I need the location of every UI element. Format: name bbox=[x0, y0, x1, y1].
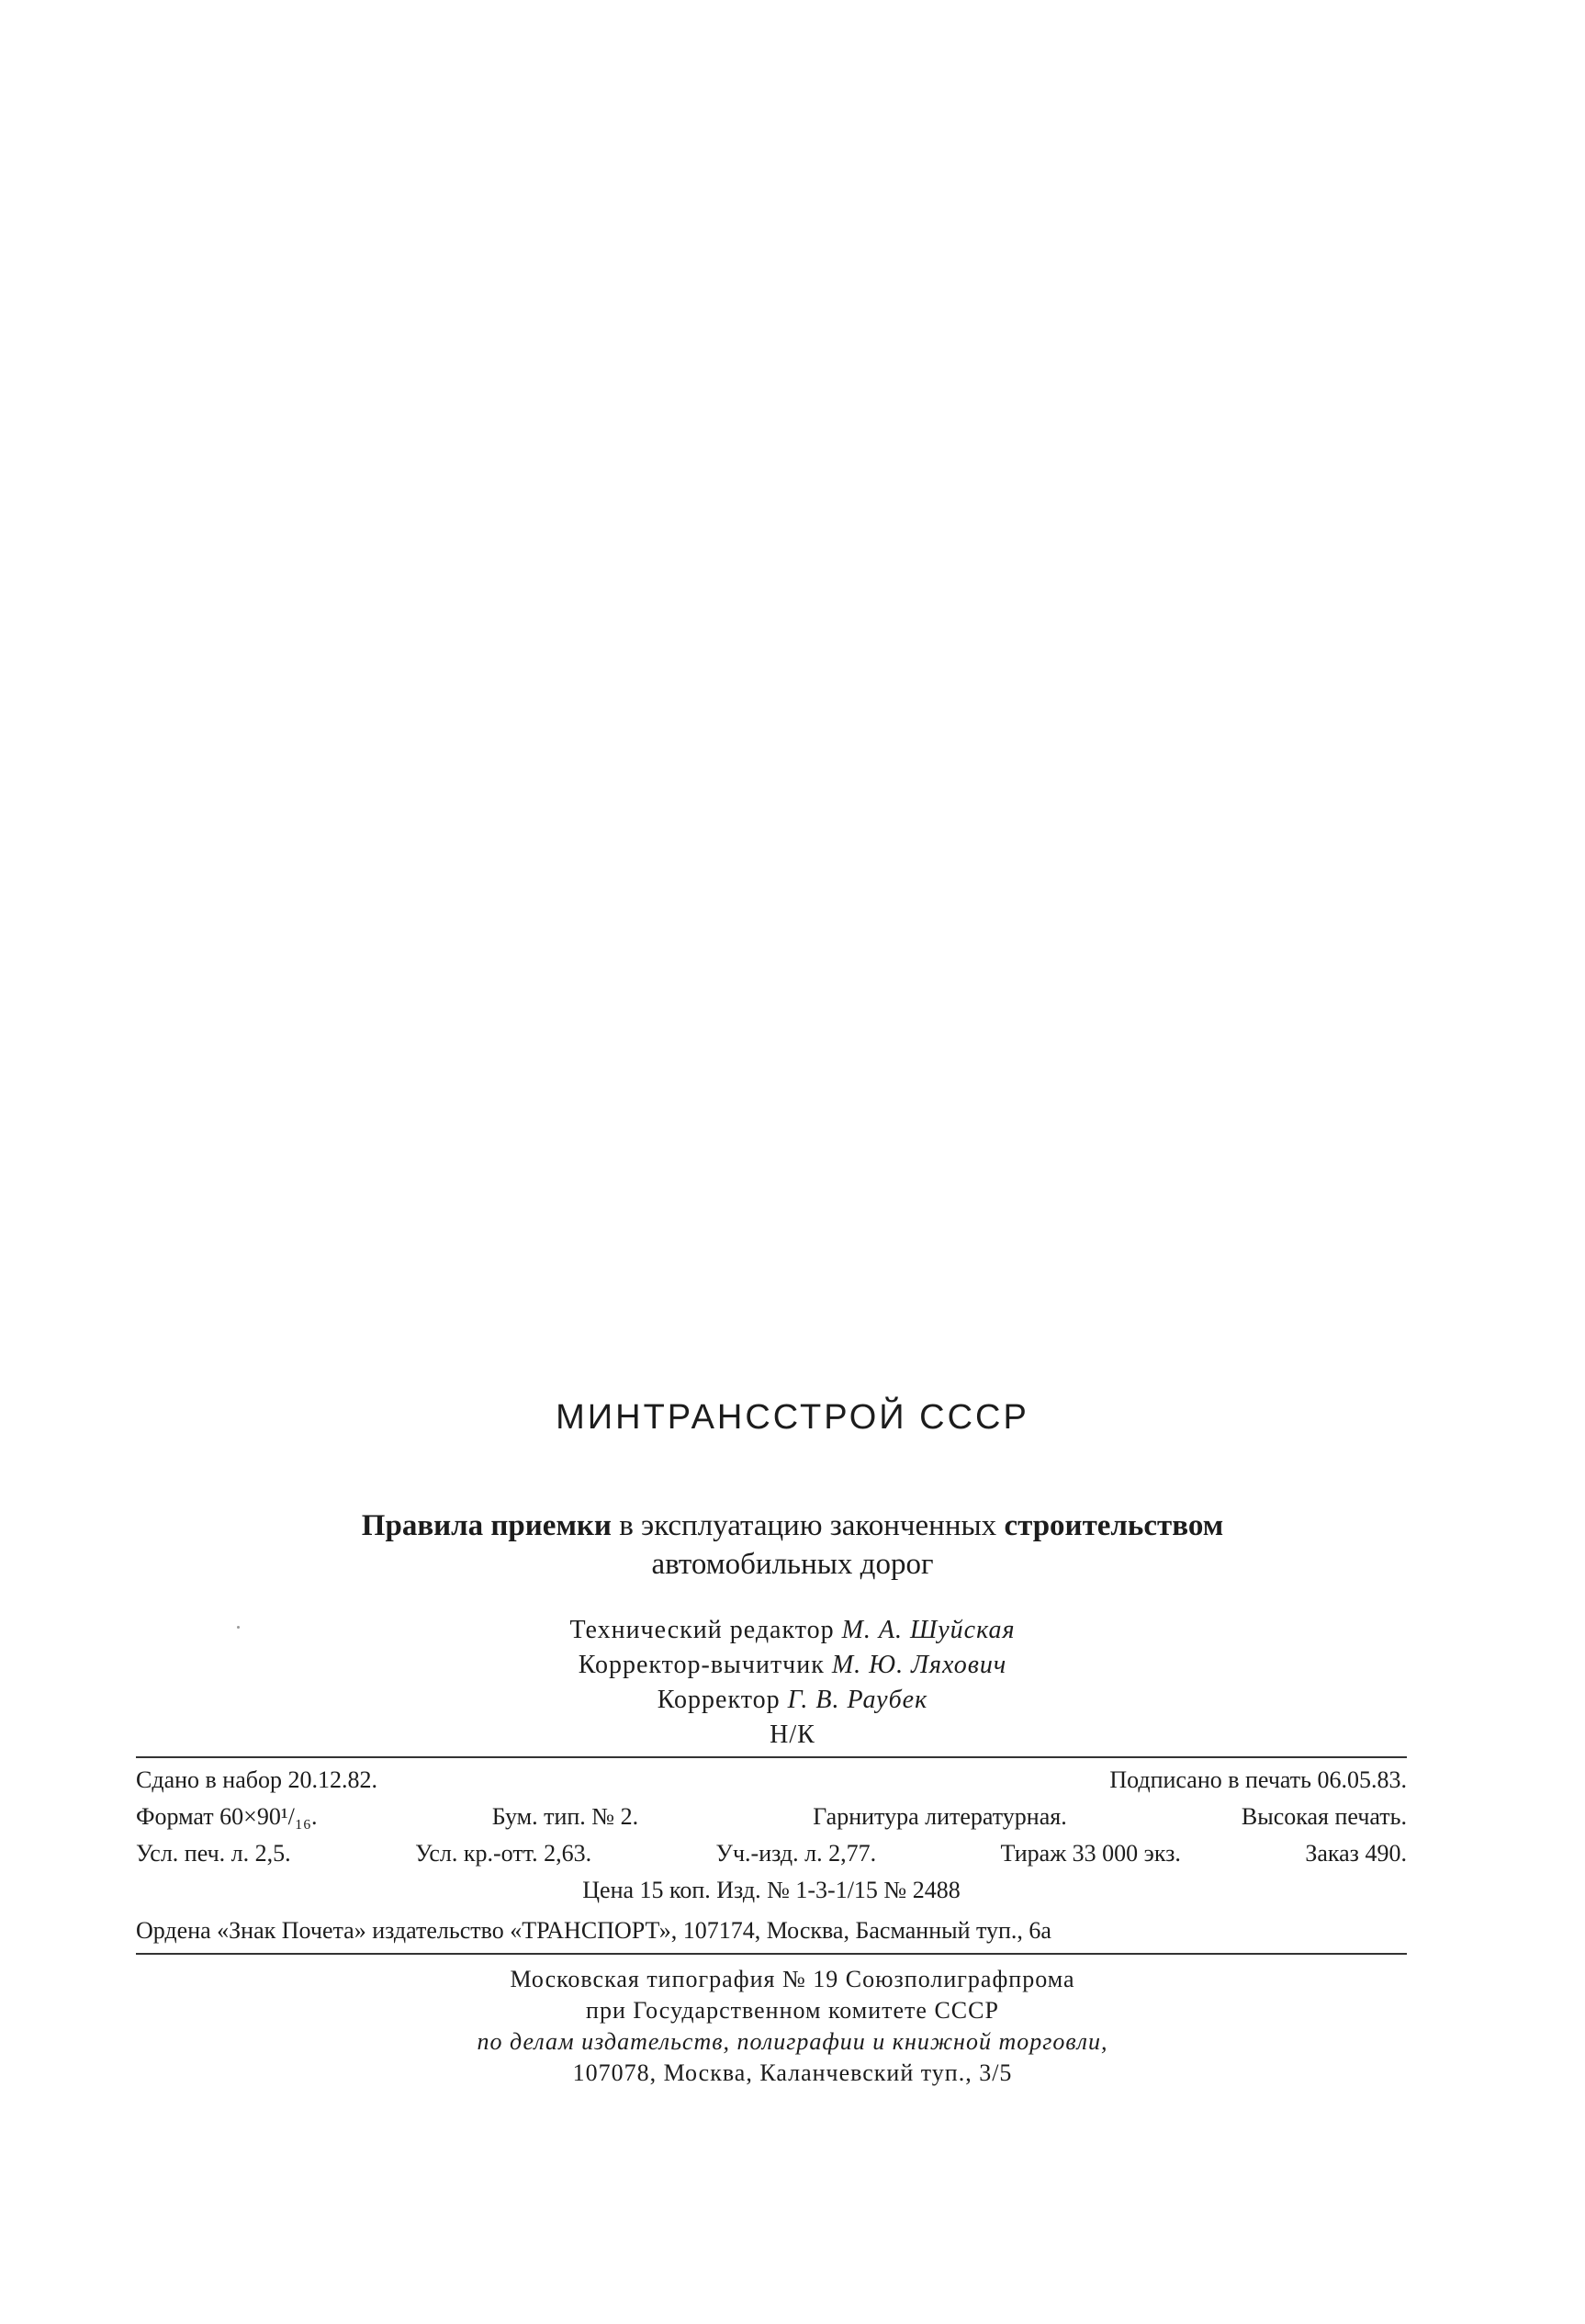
credit-role: Корректор bbox=[657, 1686, 781, 1714]
imprint-cell: Высокая печать. bbox=[1241, 1803, 1407, 1830]
imprint-cell: Тираж 33 000 экз. bbox=[1000, 1840, 1181, 1867]
imprint-price: Цена 15 коп. Изд. № 1-3-1/15 № 2488 bbox=[582, 1877, 961, 1903]
credit-name: М. А. Шуйская bbox=[841, 1616, 1016, 1644]
credit-code: Н/К bbox=[770, 1720, 815, 1749]
credit-tech-editor bbox=[0, 1613, 1585, 1648]
imprint-publisher-row bbox=[136, 1912, 1407, 1949]
title-line-1 bbox=[0, 1506, 1585, 1545]
imprint-row bbox=[136, 1762, 1407, 1799]
credits-block bbox=[0, 1613, 1585, 1753]
divider-top bbox=[136, 1756, 1407, 1758]
credit-role: Корректор-вычитчик bbox=[578, 1651, 825, 1679]
imprint-row bbox=[136, 1872, 1407, 1909]
document-title bbox=[0, 1506, 1585, 1584]
printer-line: Московская типография № 19 Союзполиграфпрома bbox=[510, 1966, 1075, 1992]
printer-line: по делам издательств, полиграфии и книжной торговли, bbox=[477, 2028, 1108, 2055]
title-line-2: автомобильных дорог bbox=[651, 1548, 934, 1581]
printer-block bbox=[0, 1964, 1585, 2089]
title-bold-start: Правила приемки bbox=[361, 1509, 612, 1542]
divider-bottom bbox=[136, 1953, 1407, 1955]
imprint-cell: Усл. кр.-отт. 2,63. bbox=[415, 1840, 592, 1867]
imprint-row bbox=[136, 1835, 1407, 1872]
imprint-cell: Сдано в набор 20.12.82. bbox=[136, 1766, 377, 1793]
imprint-cell: Формат 60×90¹/₁₆. bbox=[136, 1803, 318, 1830]
credit-proofreader bbox=[0, 1648, 1585, 1683]
imprint-block bbox=[136, 1762, 1407, 1949]
credit-corrector bbox=[0, 1683, 1585, 1718]
imprint-row bbox=[136, 1799, 1407, 1835]
imprint-cell: Бум. тип. № 2. bbox=[491, 1803, 639, 1830]
credit-name: Г. В. Раубек bbox=[787, 1686, 928, 1714]
imprint-cell: Подписано в печать 06.05.83. bbox=[1109, 1766, 1407, 1793]
imprint-publisher: Ордена «Знак Почета» издательство «ТРАНСПОРТ», 107174, Москва, Басманный туп., 6а bbox=[136, 1917, 1051, 1944]
credit-name: М. Ю. Ляхович bbox=[831, 1651, 1007, 1679]
credit-role: Технический редактор bbox=[569, 1616, 835, 1644]
printer-line: при Государственном комитете СССР bbox=[586, 1997, 999, 2024]
imprint-cell: Уч.-изд. л. 2,77. bbox=[715, 1840, 877, 1867]
ministry-heading: МИНТРАНССТРОЙ СССР bbox=[556, 1398, 1029, 1437]
printer-line: 107078, Москва, Каланчевский туп., 3/5 bbox=[572, 2059, 1013, 2086]
imprint-cell: Гарнитура литературная. bbox=[813, 1803, 1067, 1830]
imprint-cell: Усл. печ. л. 2,5. bbox=[136, 1840, 291, 1867]
imprint-cell: Заказ 490. bbox=[1305, 1840, 1407, 1867]
title-bold-end: строительством bbox=[1004, 1509, 1224, 1542]
title-light-middle: в эксплуатацию законченных bbox=[611, 1509, 1005, 1542]
